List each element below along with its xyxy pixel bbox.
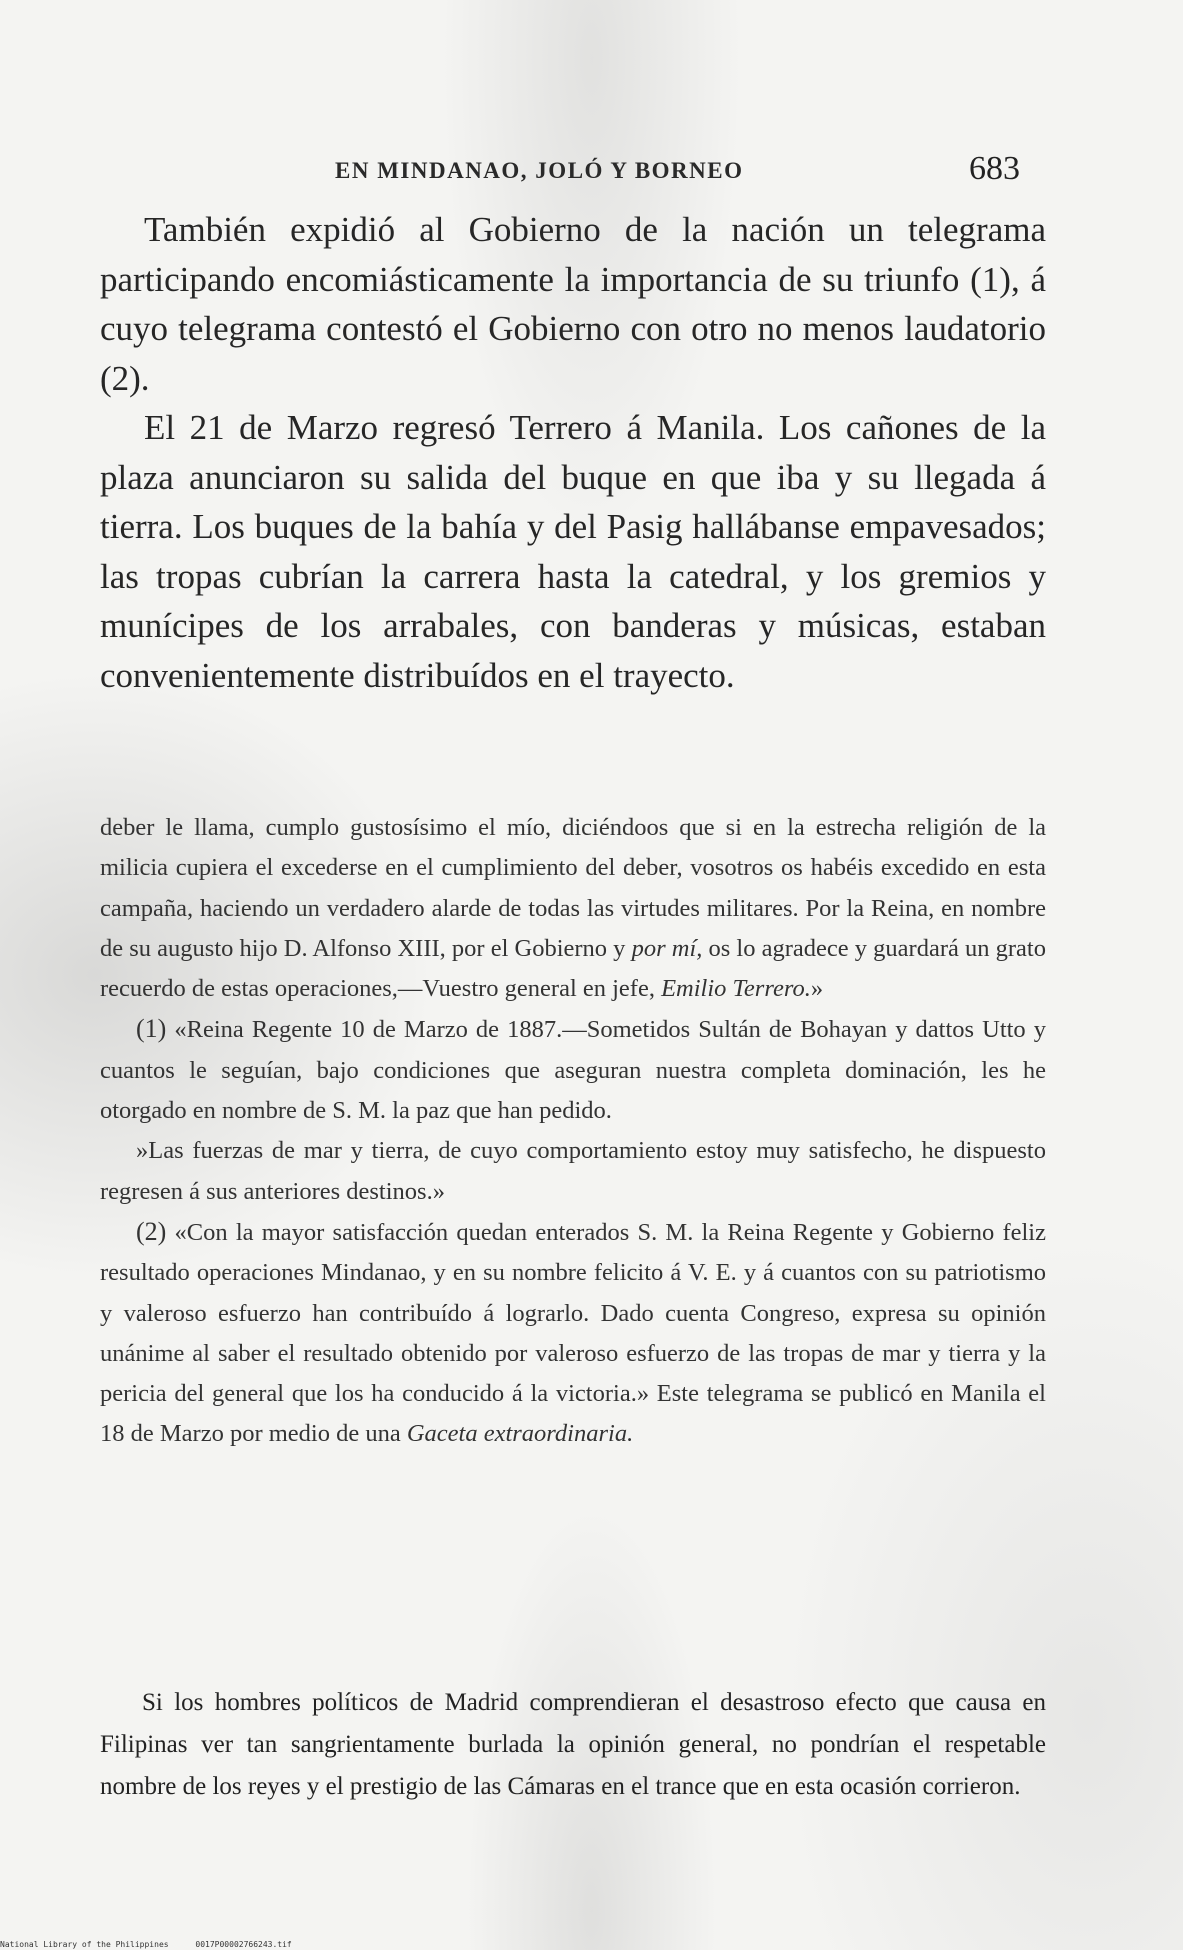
body-paragraph: También expidió al Gobierno de la nación un telegrama participando encomiásticamente la importancia de su triunfo (1), á cuyo telegrama contestó el Gobierno con otro no menos laudatorio (2). bbox=[100, 210, 1046, 398]
footer-library: National Library of the Philippines bbox=[0, 1940, 169, 1949]
footnote-1-continuation: »Las fuerzas de mar y tierra, de cuyo comportamiento estoy muy satisfecho, he dispuesto regresen á sus anteriores destinos.» bbox=[100, 1137, 1046, 1205]
footnote-1 bbox=[100, 1009, 1046, 1131]
running-head bbox=[100, 150, 1040, 190]
body-paragraph: El 21 de Marzo regresó Terrero á Manila. Los cañones de la plaza anunciaron su salida del buque en que iba y su llegada á tierra. Los buques de la bahía y del Pasig hallábanse empavesados; las tropas cubrían la carrera hasta la catedral, y los gremios y munícipes de los arrabales, con banderas y músicas, estaban convenientemente distribuídos en el trayecto. bbox=[100, 408, 1046, 695]
footnote-text: «Reina Regente 10 de Marzo de 1887.—Sometidos Sultán de Bohayan y dattos Utto y cuantos le seguían, bajo condiciones que aseguran nuestra completa dominación, les he otorgado en nombre de S. M. la paz que han pedido. bbox=[100, 1016, 1046, 1125]
footnote-italic: por mí, bbox=[631, 934, 703, 962]
main-text bbox=[100, 205, 1046, 700]
footnotes bbox=[100, 808, 1046, 1455]
footnote-text: deber le llama, cumplo gustosísimo el mío, diciéndoos que si en la estrecha religión de la milicia cupiera el excederse en el cumplimiento del deber, vosotros os habéis excedido en esta campaña, haciendo un verdadero alarde de todas las virtudes militares. Por la Reina, en nombre de su augusto hijo D. Alfonso XIII, por el Gobierno y bbox=[100, 814, 1046, 962]
footnote-marker: (1) bbox=[136, 1014, 167, 1044]
scan-footer bbox=[0, 1940, 314, 1949]
footnote-text: » bbox=[810, 975, 824, 1003]
footnote-signature: Emilio Terrero. bbox=[661, 975, 811, 1003]
closing-paragraph: Si los hombres políticos de Madrid comprendieran el desastroso efecto que causa en Filipinas ver tan sangrientamente burlada la opinión general, no pondrían el respetable nombre de los reyes y el prestigio de las Cámaras en el trance que en esta ocasión corrieron. bbox=[100, 1689, 1046, 1800]
footnote-continuation bbox=[100, 808, 1046, 1009]
closing-text bbox=[100, 1682, 1046, 1808]
footer-identifier: 0017P00002766243.tif bbox=[195, 1940, 292, 1949]
page-number: 683 bbox=[969, 150, 1020, 187]
running-title: EN MINDANAO, JOLÓ Y BORNEO bbox=[335, 158, 744, 183]
footnote-text: «Con la mayor satisfacción quedan enterados S. M. la Reina Regente y Gobierno feliz resultado operaciones Mindanao, y en su nombre felicito á V. E. y á cuantos con su patriotismo y valeroso esfuerzo han contribuído á lograrlo. Dado cuenta Congreso, expresa su opinión unánime al saber el resultado obtenido por valeroso esfuerzo de las tropas de mar y tierra y la pericia del general que los ha conducido á la victoria.» Este telegrama se publicó en Manila el 18 de Marzo por medio de una bbox=[100, 1218, 1046, 1448]
footnote-marker: (2) bbox=[136, 1216, 167, 1246]
footnote-2 bbox=[100, 1212, 1046, 1455]
footnote-text: os lo agradece y guardará un grato recuerdo de estas operaciones,—Vuestro general en jefe, bbox=[100, 934, 1046, 1003]
footnote-italic: Gaceta extraordinaria. bbox=[406, 1420, 634, 1448]
